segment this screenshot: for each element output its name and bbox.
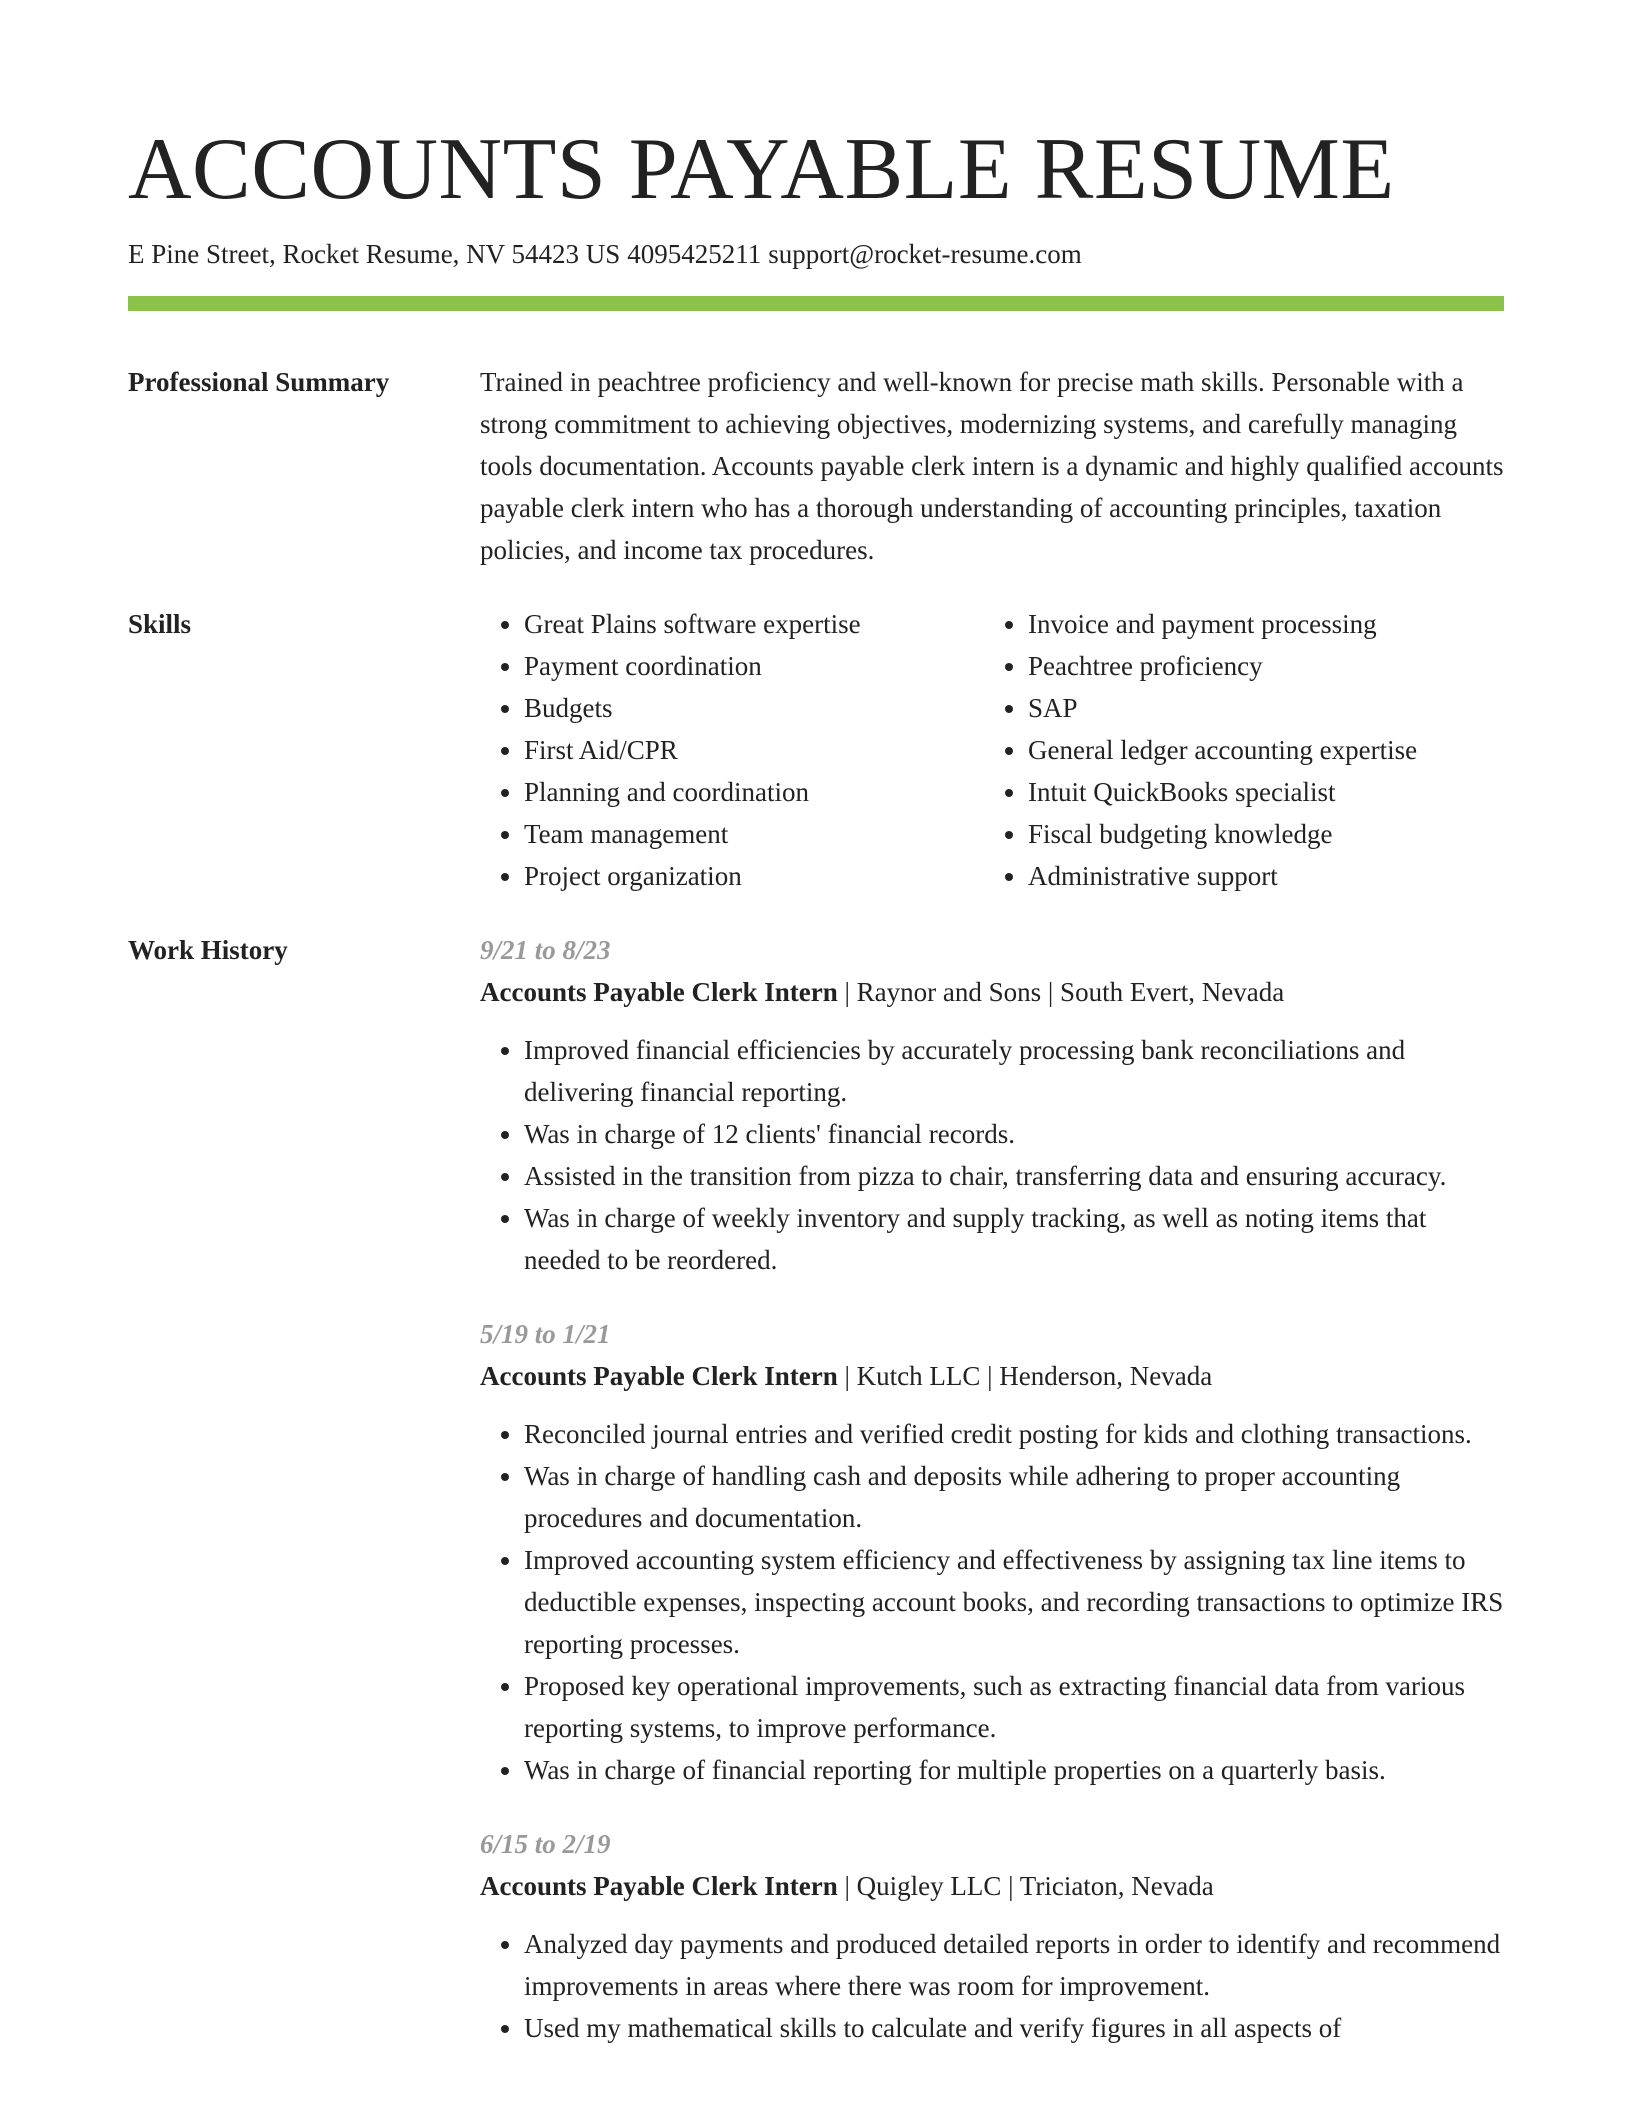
skills-list-right [984,603,1504,897]
job-separator: | [837,1871,857,1901]
skills-columns [480,603,1504,897]
job-separator: | [1041,977,1061,1007]
job-bullet: • Was in charge of weekly inventory and supply tracking, as well as noting items that needed to be reordered. [524,1197,1504,1281]
summary-body [480,361,1504,571]
skill-item: • Team management [524,813,984,855]
professional-summary-section [128,361,1504,571]
job-entry [480,1823,1504,2049]
job-bullet: • Improved financial efficiencies by accurately processing bank reconciliations and delivering financial reporting. [524,1029,1504,1113]
job-dates: 5/19 to 1/21 [480,1319,611,1349]
job-title: Accounts Payable Clerk Intern [480,1361,838,1391]
job-bullet: • Was in charge of handling cash and deposits while adhering to proper accounting procedures and documentation. [524,1455,1504,1539]
job-bullet: • Assisted in the transition from pizza to chair, transferring data and ensuring accuracy. [524,1155,1504,1197]
job-bullet: • Improved accounting system efficiency and effectiveness by assigning tax line items to deductible expenses, inspecting account books, and recording transactions to optimize IRS reporting processes. [524,1539,1504,1665]
job-bullet: • Was in charge of financial reporting for multiple properties on a quarterly basis. [524,1749,1504,1791]
work-body [480,929,1504,2081]
contact-email[interactable]: support@rocket-resume.com [768,239,1082,269]
job-heading [480,1865,1504,1907]
job-bullet-list [480,1029,1504,1281]
summary-text: Trained in peachtree proficiency and well-known for precise math skills. Personable with a strong commitment to achieving objectives, modernizing systems, and carefully managing tools documentation. Accounts payable clerk intern is a dynamic and highly qualified accounts payable clerk intern who has a thorough understanding of accounting principles, taxation policies, and income tax procedures. [480,367,1504,565]
job-company: Kutch LLC [856,1361,981,1391]
job-bullet: • Was in charge of 12 clients' financial records. [524,1113,1504,1155]
contact-address: E Pine Street, Rocket Resume, NV 54423 US [128,239,621,269]
skills-section [128,603,1504,897]
skill-item: • Budgets [524,687,984,729]
section-label-summary: Professional Summary [128,367,390,397]
skill-item: • Invoice and payment processing [1028,603,1504,645]
job-dates: 9/21 to 8/23 [480,935,611,965]
job-title: Accounts Payable Clerk Intern [480,1871,838,1901]
skill-item: • Fiscal budgeting knowledge [1028,813,1504,855]
job-bullet-list [480,1923,1504,2049]
job-entry [480,929,1504,1281]
skill-item: • Project organization [524,855,984,897]
job-company: Quigley LLC [856,1871,1002,1901]
job-separator: | [837,1361,857,1391]
job-bullet: • Analyzed day payments and produced detailed reports in order to identify and recommend improvements in areas where there was room for improvement. [524,1923,1504,2007]
skill-item: • Planning and coordination [524,771,984,813]
contact-phone: 4095425211 [627,239,762,269]
section-label-skills: Skills [128,609,192,639]
job-bullet: • Proposed key operational improvements, such as extracting financial data from various reporting systems, to improve performance. [524,1665,1504,1749]
skill-item: • Intuit QuickBooks specialist [1028,771,1504,813]
skill-item: • Peachtree proficiency [1028,645,1504,687]
resume-title: ACCOUNTS PAYABLE RESUME [128,121,1395,218]
skill-item: • Administrative support [1028,855,1504,897]
job-separator: | [1001,1871,1020,1901]
job-separator: | [837,977,857,1007]
job-location: Henderson, Nevada [999,1361,1213,1391]
job-bullet: • Reconciled journal entries and verified credit posting for kids and clothing transactions. [524,1413,1504,1455]
skills-list-left [480,603,984,897]
job-separator: | [980,1361,1000,1391]
skill-item: • First Aid/CPR [524,729,984,771]
accent-divider [128,296,1504,311]
work-history-section [128,929,1504,2081]
job-bullet-list [480,1413,1504,1791]
job-company: Raynor and Sons [856,977,1042,1007]
skill-item: • General ledger accounting expertise [1028,729,1504,771]
job-location: Triciaton, Nevada [1019,1871,1214,1901]
section-label-work: Work History [128,935,288,965]
job-bullet: • Used my mathematical skills to calculate and verify figures in all aspects of [524,2007,1504,2049]
skill-item: • Payment coordination [524,645,984,687]
job-location: South Evert, Nevada [1060,977,1285,1007]
skill-item: • SAP [1028,687,1504,729]
skill-item: • Great Plains software expertise [524,603,984,645]
job-dates: 6/15 to 2/19 [480,1829,611,1859]
contact-line [128,236,1504,272]
resume-page [128,0,1504,2081]
job-title: Accounts Payable Clerk Intern [480,977,838,1007]
job-entry [480,1313,1504,1791]
job-heading [480,1355,1504,1397]
job-heading [480,971,1504,1013]
